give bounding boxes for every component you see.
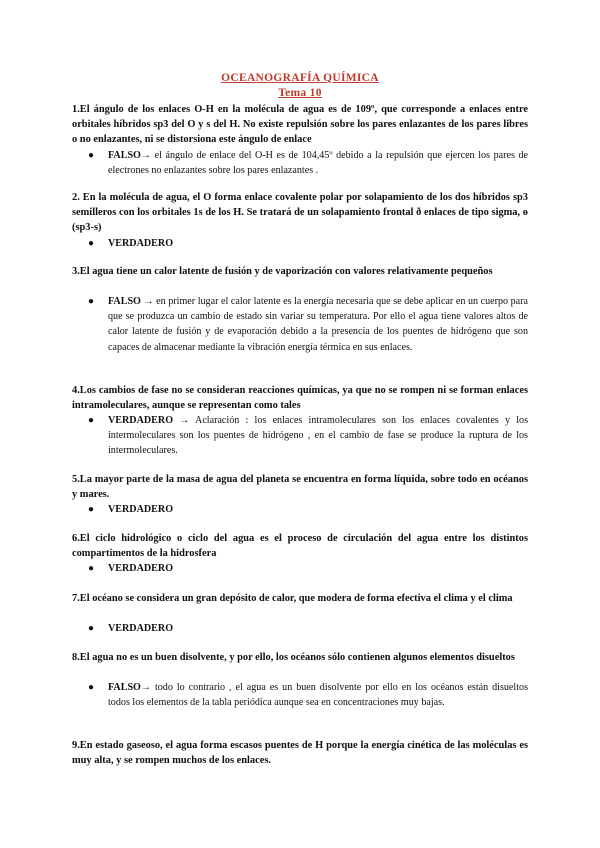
document-title: OCEANOGRAFÍA QUÍMICA bbox=[221, 72, 379, 84]
bullet-icon: ● bbox=[88, 150, 95, 161]
bullet-icon: ● bbox=[88, 415, 95, 426]
bullet-icon: ● bbox=[88, 682, 95, 693]
question-6: 6.El ciclo hidrológico o ciclo del agua es el proceso de circulación del agua entre los distintos compartimentos de la hidrosfera bbox=[72, 533, 528, 559]
explanation-4: → Aclaración : los enlaces intramoleculares son los enlaces covalentes y los intermoleculares son los puentes de hidrógeno , en el cambio de fase se produce la ruptura de los intermoleculares. bbox=[108, 415, 528, 457]
answer-6 bbox=[88, 561, 528, 576]
question-1: 1.El ángulo de los enlaces O-H en la molécula de agua es de 109º, que corresponde a enlaces entre orbitales híbridos sp3 del O y s del H. No existe repulsión sobre los pares enlazantes de los pares libres o no enlazantes, ni se distorsiona este ángulo de enlace bbox=[72, 104, 528, 145]
question-5: 5.La mayor parte de la masa de agua del planeta se encuentra en forma líquida, sobre todo en océanos y mares. bbox=[72, 474, 528, 500]
bullet-icon: ● bbox=[88, 563, 95, 574]
bullet-icon: ● bbox=[88, 623, 95, 634]
verdict-5: VERDADERO bbox=[108, 504, 174, 515]
bullet-icon: ● bbox=[88, 238, 95, 249]
verdict-4: VERDADERO bbox=[108, 415, 174, 426]
verdict-6: VERDADERO bbox=[108, 563, 174, 574]
verdict-3: FALSO bbox=[108, 296, 141, 307]
question-4: 4.Los cambios de fase no se consideran reacciones químicas, ya que no se rompen ni se forman enlaces intramoleculares, aunque se representan como tales bbox=[72, 385, 528, 411]
answer-5 bbox=[88, 502, 528, 517]
question-3: 3.El agua tiene un calor latente de fusión y de vaporización con valores relativamente pequeños bbox=[72, 266, 493, 277]
answer-2 bbox=[88, 236, 528, 251]
verdict-7: VERDADERO bbox=[108, 623, 174, 634]
answer-3 bbox=[88, 294, 528, 355]
bullet-icon: ● bbox=[88, 504, 95, 515]
verdict-1: FALSO bbox=[108, 150, 141, 161]
explanation-8: → todo lo contrario , el agua es un buen disolvente por ello en los océanos están disueltos todos los elementos de la tabla periódica aunque sea en concentraciones muy bajas. bbox=[108, 682, 528, 709]
verdict-8: FALSO bbox=[108, 682, 141, 693]
question-8: 8.El agua no es un buen disolvente, y por ello, los océanos sólo contienen algunos elementos disueltos bbox=[72, 652, 515, 663]
question-7: 7.El océano se considera un gran depósito de calor, que modera de forma efectiva el clima y el clima bbox=[72, 593, 513, 604]
answer-4 bbox=[88, 413, 528, 459]
question-9: 9.En estado gaseoso, el agua forma escasos puentes de H porque la energía cinética de las moléculas es muy alta, y se rompen muchos de los enlaces. bbox=[72, 740, 528, 766]
explanation-3: → en primer lugar el calor latente es la energía necesaria que se debe aplicar en un cuerpo para que se produzca un cambio de estado sin variar su temperatura. Por ello el agua tiene valores altos de calor latente de fusión y de evaporación debido a la presencia de los puentes de hidrógeno que son capaces de almacenar mediante la vibración energía térmica en sus enlaces. bbox=[108, 296, 528, 353]
verdict-2: VERDADERO bbox=[108, 238, 174, 249]
answer-7 bbox=[88, 621, 528, 636]
answer-8 bbox=[88, 680, 528, 710]
question-2: 2. En la molécula de agua, el O forma enlace covalente polar por solapamiento de los dos híbridos sp3 semilleros con los orbitales 1s de los H. Se tratará de un solapamiento frontal ð enlaces de tipo sigma, ɵ (sp3-s) bbox=[72, 192, 528, 233]
explanation-1: → el ángulo de enlace del O-H es de 104,45º debido a la repulsión que ejercen los pares de electrones no enlazantes sobre los pares enlazantes . bbox=[108, 150, 528, 177]
document-subtitle: Tema 10 bbox=[278, 87, 322, 99]
bullet-icon: ● bbox=[88, 296, 95, 307]
answer-1 bbox=[88, 148, 528, 178]
